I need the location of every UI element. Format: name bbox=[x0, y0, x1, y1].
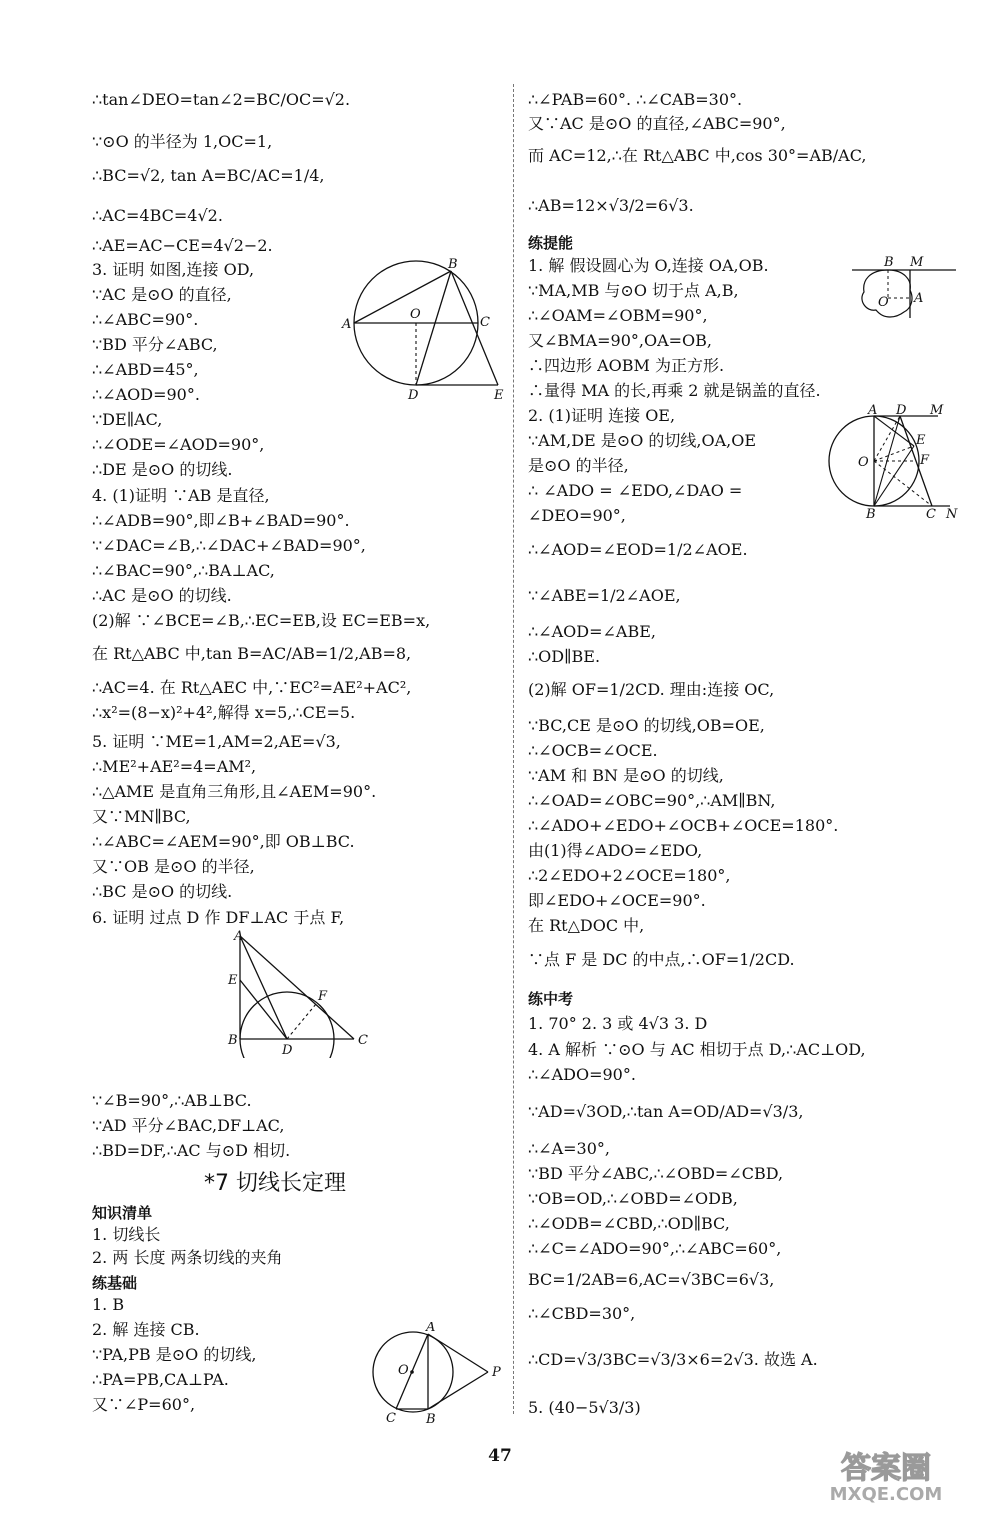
text-line: ∴BD=DF,∴AC 与⊙D 相切. bbox=[92, 1141, 291, 1160]
text-line: ∴∠ADO=90°. bbox=[528, 1065, 636, 1084]
text-line: ∴∠C=∠ADO=90°,∴∠ABC=60°, bbox=[528, 1239, 782, 1258]
text-line: ∵MA,MB 与⊙O 切于点 A,B, bbox=[528, 281, 739, 300]
text-line: ∴DE 是⊙O 的切线. bbox=[92, 460, 233, 479]
text-line: 2. 两 长度 两条切线的夹角 bbox=[92, 1248, 283, 1267]
label-o: O bbox=[878, 295, 889, 310]
label-b: B bbox=[884, 255, 894, 270]
label-o: O bbox=[410, 307, 421, 322]
text-line: ∵⊙O 的半径为 1,OC=1, bbox=[92, 132, 273, 151]
figure-pot-lid bbox=[848, 254, 960, 326]
text-line: ∵AD 平分∠BAC,DF⊥AC, bbox=[92, 1116, 285, 1135]
text-line: 4. (1)证明 ∵AB 是直径, bbox=[92, 486, 270, 505]
text-line: ∴PA=PB,CA⊥PA. bbox=[92, 1370, 229, 1389]
text-line: ∴∠CBD=30°, bbox=[528, 1304, 636, 1323]
label-e: E bbox=[228, 973, 238, 988]
text-line: ∵AC 是⊙O 的直径, bbox=[92, 285, 232, 304]
text-line: ∴∠ODE=∠AOD=90°, bbox=[92, 435, 265, 454]
figure-incircle-d bbox=[222, 928, 377, 1058]
text-line: 3. 证明 如图,连接 OD, bbox=[92, 260, 255, 279]
text-line: 是⊙O 的半径, bbox=[528, 456, 629, 475]
text-line: ∵PA,PB 是⊙O 的切线, bbox=[92, 1345, 257, 1364]
text-line: ∴AC=4. 在 Rt△AEC 中,∵EC²=AE²+AC², bbox=[92, 678, 412, 697]
text-line: ∵OB=OD,∴∠OBD=∠ODB, bbox=[528, 1189, 738, 1208]
label-f: F bbox=[318, 989, 328, 1004]
text-line: ∴AE=AC−CE=4√2−2. bbox=[92, 236, 273, 255]
text-line: BC=1/2AB=6,AC=√3BC=6√3, bbox=[528, 1270, 775, 1289]
text-line: 2. 解 连接 CB. bbox=[92, 1320, 200, 1339]
label-c: C bbox=[480, 315, 490, 330]
text-line: 即∠EDO+∠OCE=90°. bbox=[528, 891, 706, 910]
text-line: 6. 证明 过点 D 作 DF⊥AC 于点 F, bbox=[92, 908, 345, 927]
label-o: O bbox=[398, 1363, 409, 1378]
text-line: ∵DE∥AC, bbox=[92, 410, 163, 429]
text-line: ∴∠A=30°, bbox=[528, 1139, 610, 1158]
text-line: ∴∠OAD=∠OBC=90°,∴AM∥BN, bbox=[528, 791, 776, 810]
text-line: 1. 切线长 bbox=[92, 1225, 161, 1244]
segment-pb bbox=[428, 1372, 488, 1409]
text-line: 1. B bbox=[92, 1295, 125, 1314]
text-line: ∴∠ABD=45°, bbox=[92, 360, 199, 379]
figure-tangent-lines-p bbox=[368, 1322, 508, 1426]
text-line: 又∵MN∥BC, bbox=[92, 807, 191, 826]
text-line: ∴∠OCB=∠OCE. bbox=[528, 741, 658, 760]
column-divider bbox=[513, 84, 514, 1414]
section-heading: 练中考 bbox=[528, 990, 574, 1008]
watermark-top: 答案圈 bbox=[841, 1451, 931, 1486]
text-line: ∴∠OAM=∠OBM=90°, bbox=[528, 306, 708, 325]
label-p: P bbox=[492, 1365, 501, 1380]
label-b: B bbox=[866, 507, 876, 520]
text-line: 又∵∠P=60°, bbox=[92, 1395, 196, 1414]
label-a: A bbox=[342, 317, 352, 332]
label-e: E bbox=[494, 388, 504, 403]
label-a: A bbox=[426, 1322, 436, 1335]
text-line: ∵∠DAC=∠B,∴∠DAC+∠BAD=90°, bbox=[92, 536, 366, 555]
label-d: D bbox=[282, 1043, 293, 1058]
watermark-bottom: MXQE.COM bbox=[829, 1484, 943, 1504]
text-line: ∴△AME 是直角三角形,且∠AEM=90°. bbox=[92, 782, 377, 801]
text-line: ∴∠PAB=60°. ∴∠CAB=30°. bbox=[528, 90, 743, 109]
text-line: ∴∠ABC=∠AEM=90°,即 OB⊥BC. bbox=[92, 832, 355, 851]
text-line: ∴∠BAC=90°,∴BA⊥AC, bbox=[92, 561, 275, 580]
label-c: C bbox=[358, 1033, 368, 1048]
text-line: ∴OD∥BE. bbox=[528, 647, 601, 666]
text-line: ∴∠ADB=90°,即∠B+∠BAD=90°. bbox=[92, 511, 350, 530]
figure-circle-tangent-de bbox=[338, 256, 510, 404]
section-heading: 知识清单 bbox=[92, 1204, 153, 1222]
text-line: ∴AB=12×√3/2=6√3. bbox=[528, 196, 694, 215]
text-line: 又∠BMA=90°,OA=OB, bbox=[528, 331, 712, 350]
label-n: N bbox=[946, 507, 958, 520]
text-line: ∠DEO=90°, bbox=[528, 506, 626, 525]
text-line: ∴∠ODB=∠CBD,∴OD∥BC, bbox=[528, 1214, 730, 1233]
text-line: (2)解 ∵∠BCE=∠B,∴EC=EB,设 EC=EB=x, bbox=[92, 611, 431, 630]
label-c: C bbox=[386, 1411, 396, 1426]
label-b: B bbox=[426, 1412, 436, 1426]
text-line: 4. A 解析 ∵⊙O 与 AC 相切于点 D,∴AC⊥OD, bbox=[528, 1040, 866, 1059]
watermark-logo bbox=[786, 1448, 986, 1504]
text-line: 由(1)得∠ADO=∠EDO, bbox=[528, 841, 703, 860]
segment-pa bbox=[428, 1334, 488, 1372]
label-c: C bbox=[926, 507, 936, 520]
section-heading: 练基础 bbox=[92, 1274, 138, 1292]
text-line: ∵BD 平分∠ABC, bbox=[92, 335, 218, 354]
label-o: O bbox=[858, 455, 869, 470]
text-line: 又∵OB 是⊙O 的半径, bbox=[92, 857, 255, 876]
label-f: F bbox=[920, 453, 930, 468]
label-a: A bbox=[234, 929, 244, 944]
label-a: A bbox=[868, 404, 878, 418]
text-line: ∵∠ABE=1/2∠AOE, bbox=[528, 586, 681, 605]
label-a: A bbox=[914, 291, 924, 306]
text-line: ∵BD 平分∠ABC,∴∠OBD=∠CBD, bbox=[528, 1164, 784, 1183]
text-line: 1. 解 假设圆心为 O,连接 OA,OB. bbox=[528, 256, 769, 275]
segment-oe bbox=[874, 446, 914, 461]
segment-ac bbox=[240, 936, 354, 1039]
text-line: ∵BC,CE 是⊙O 的切线,OB=OE, bbox=[528, 716, 765, 735]
label-b: B bbox=[228, 1033, 238, 1048]
text-line: 5. (40−5√3/3) bbox=[528, 1398, 641, 1417]
text-line: ∴x²=(8−x)²+4²,解得 x=5,∴CE=5. bbox=[92, 703, 356, 722]
text-line: ∴∠AOD=90°. bbox=[92, 385, 200, 404]
text-line: 又∵AC 是⊙O 的直径,∠ABC=90°, bbox=[528, 114, 786, 133]
text-line: ∴tan∠DEO=tan∠2=BC/OC=√2. bbox=[92, 90, 351, 109]
text-line: 在 Rt△ABC 中,tan B=AC/AB=1/2,AB=8, bbox=[92, 644, 412, 663]
figure-semicircle-tangents bbox=[826, 404, 966, 520]
segment-ad bbox=[240, 936, 287, 1039]
segment-bd bbox=[416, 271, 451, 385]
text-line: ∴ ∠ADO = ∠EDO,∠DAO = bbox=[528, 481, 743, 500]
label-e: E bbox=[916, 433, 926, 448]
text-line: ∴BC 是⊙O 的切线. bbox=[92, 882, 233, 901]
text-line: ∵AM 和 BN 是⊙O 的切线, bbox=[528, 766, 724, 785]
text-line: ∴ME²+AE²=4=AM², bbox=[92, 757, 257, 776]
text-line: 1. 70° 2. 3 或 4√3 3. D bbox=[528, 1014, 708, 1033]
text-line: (2)解 OF=1/2CD. 理由:连接 OC, bbox=[528, 680, 775, 699]
segment-df bbox=[287, 1004, 316, 1039]
segment-od bbox=[874, 416, 900, 461]
text-line: ∵AD=√3OD,∴tan A=OD/AD=√3/3, bbox=[528, 1102, 804, 1121]
segment-ab bbox=[354, 271, 451, 323]
section-heading: 练提能 bbox=[528, 234, 574, 252]
text-line: 5. 证明 ∵ME=1,AM=2,AE=√3, bbox=[92, 732, 341, 751]
text-line: ∴∠ADO+∠EDO+∠OCB+∠OCE=180°. bbox=[528, 816, 839, 835]
page-number: 47 bbox=[488, 1446, 512, 1466]
text-line: 2. (1)证明 连接 OE, bbox=[528, 406, 676, 425]
label-d: D bbox=[896, 404, 907, 418]
text-line: ∴CD=√3/3BC=√3/3×6=2√3. 故选 A. bbox=[528, 1350, 818, 1369]
text-line: ∵∠B=90°,∴AB⊥BC. bbox=[92, 1091, 252, 1110]
text-line: 而 AC=12,∴在 Rt△ABC 中,cos 30°=AB/AC, bbox=[528, 146, 867, 165]
text-line: ∴量得 MA 的长,再乘 2 就是锅盖的直径. bbox=[528, 381, 821, 400]
text-line: ∵点 F 是 DC 的中点,∴OF=1/2CD. bbox=[528, 950, 795, 969]
text-line: ∴BC=√2, tan A=BC/AC=1/4, bbox=[92, 166, 325, 185]
text-line: ∴∠AOD=∠ABE, bbox=[528, 622, 656, 641]
text-line: ∴∠ABC=90°. bbox=[92, 310, 199, 329]
text-line: ∴2∠EDO+2∠OCE=180°, bbox=[528, 866, 731, 885]
label-m: M bbox=[930, 404, 944, 418]
text-line: ∴四边形 AOBM 为正方形. bbox=[528, 356, 725, 375]
text-line: 在 Rt△DOC 中, bbox=[528, 916, 645, 935]
center-point bbox=[410, 1370, 414, 1374]
section-title: *7 切线长定理 bbox=[204, 1171, 346, 1196]
text-line: ∴AC 是⊙O 的切线. bbox=[92, 586, 232, 605]
label-m: M bbox=[910, 255, 924, 270]
text-line: ∴∠AOD=∠EOD=1/2∠AOE. bbox=[528, 540, 748, 559]
label-d: D bbox=[408, 388, 419, 403]
text-line: ∴AC=4BC=4√2. bbox=[92, 206, 223, 225]
text-line: ∵AM,DE 是⊙O 的切线,OA,OE bbox=[528, 431, 757, 450]
label-b: B bbox=[448, 257, 458, 272]
